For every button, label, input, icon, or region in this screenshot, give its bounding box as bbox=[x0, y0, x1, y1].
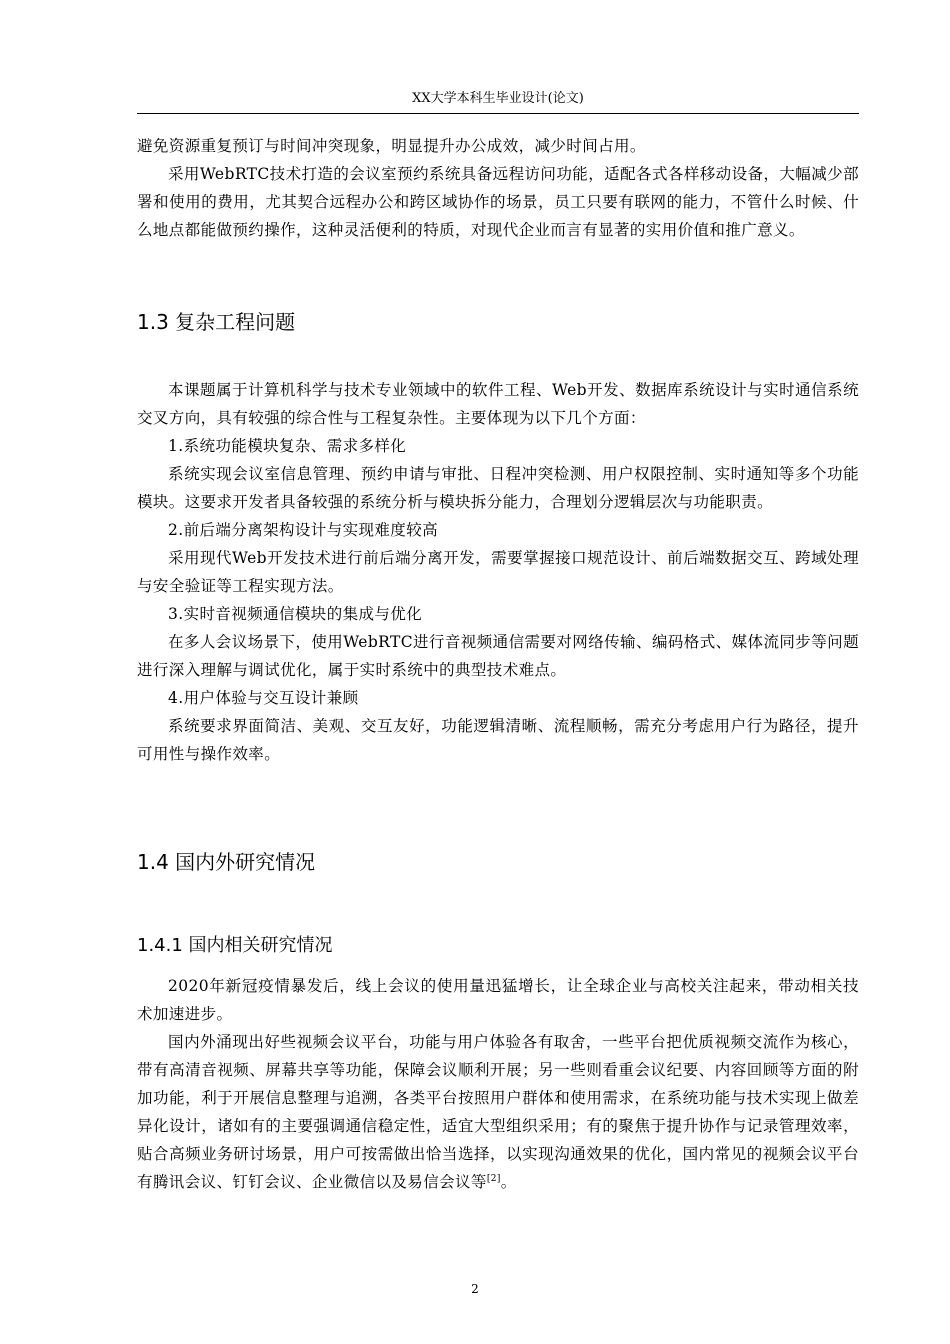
paragraph-continuation: 避免资源重复预订与时间冲突现象，明显提升办公成效，减少时间占用。 bbox=[137, 137, 646, 155]
section-heading-1-4: 1.4 国内外研究情况 bbox=[137, 850, 316, 874]
item-2-title: 2.前后端分离架构设计与实现难度较高 bbox=[168, 521, 438, 539]
item-4-text: 系统要求界面简洁、美观、交互友好，功能逻辑清晰、流程顺畅，需充分考虑用户行为路径，提升可用性与操作效率。 bbox=[137, 717, 859, 763]
section-1-3-intro: 本课题属于计算机科学与技术专业领域中的软件工程、Web开发、数据库系统设计与实时通信系统交叉方向，具有较强的综合性与工程复杂性。主要体现为以下几个方面： bbox=[137, 381, 859, 427]
paragraph-webrtc-advantages: 采用WebRTC技术打造的会议室预约系统具备远程访问功能，适配各式各样移动设备，大幅减少部署和使用的费用，尤其契合远程办公和跨区域协作的场景，员工只要有联网的能力，不管什么时候、什么地点都能做预约操作，这种灵活便利的特质，对现代企业而言有显著的实用价值和推广意义。 bbox=[137, 165, 859, 239]
item-3-text: 在多人会议场景下，使用WebRTC进行音视频通信需要对网络传输、编码格式、媒体流同步等问题进行深入理解与调试优化，属于实时系统中的典型技术难点。 bbox=[137, 633, 859, 679]
section-heading-1-4-1: 1.4.1 国内相关研究情况 bbox=[137, 935, 333, 956]
opening-paragraphs bbox=[137, 132, 859, 244]
section-1-3-body bbox=[137, 376, 859, 768]
section-1-4-1-body bbox=[137, 972, 859, 1196]
item-3-title: 3.实时音视频通信模块的集成与优化 bbox=[168, 605, 423, 623]
paragraph-covid-growth: 2020年新冠疫情暴发后，线上会议的使用量迅猛增长，让全球企业与高校关注起来，带动相关技术加速进步。 bbox=[137, 977, 859, 1023]
platform-survey-end: 。 bbox=[500, 1173, 517, 1191]
page-number: 2 bbox=[471, 1282, 479, 1296]
platform-survey-text: 国内外涌现出好些视频会议平台，功能与用户体验各有取舍，一些平台把优质视频交流作为核心，带有高清音视频、屏幕共享等功能，保障会议顺利开展；另一些则看重会议纪要、内容回顾等方面的附加功能，利于开展信息整理与追溯，各类平台按照用户群体和使用需求，在系统功能与技术实现上做差异化设计，诸如有的主要强调通信稳定性，适宜大型组织采用；有的聚焦于提升协作与记录管理效率，贴合高频业务研讨场景，用户可按需做出恰当选择，以实现沟通效果的优化，国内常见的视频会议平台有腾讯会议、钉钉会议、企业微信以及易信会议等 bbox=[137, 1033, 859, 1191]
running-header: XX大学本科生毕业设计(论文) bbox=[412, 91, 584, 106]
header-rule bbox=[137, 113, 859, 114]
section-heading-1-3: 1.3 复杂工程问题 bbox=[137, 310, 296, 334]
item-2-text: 采用现代Web开发技术进行前后端分离开发，需要掌握接口规范设计、前后端数据交互、跨域处理与安全验证等工程实现方法。 bbox=[137, 549, 859, 595]
item-1-title: 1.系统功能模块复杂、需求多样化 bbox=[168, 437, 407, 455]
item-4-title: 4.用户体验与交互设计兼顾 bbox=[168, 689, 359, 707]
paragraph-platform-survey bbox=[137, 1028, 859, 1196]
item-1-text: 系统实现会议室信息管理、预约申请与审批、日程冲突检测、用户权限控制、实时通知等多个功能模块。这要求开发者具备较强的系统分析与模块拆分能力，合理划分逻辑层次与功能职责。 bbox=[137, 465, 859, 511]
citation-ref[interactable]: [2] bbox=[486, 1173, 501, 1184]
